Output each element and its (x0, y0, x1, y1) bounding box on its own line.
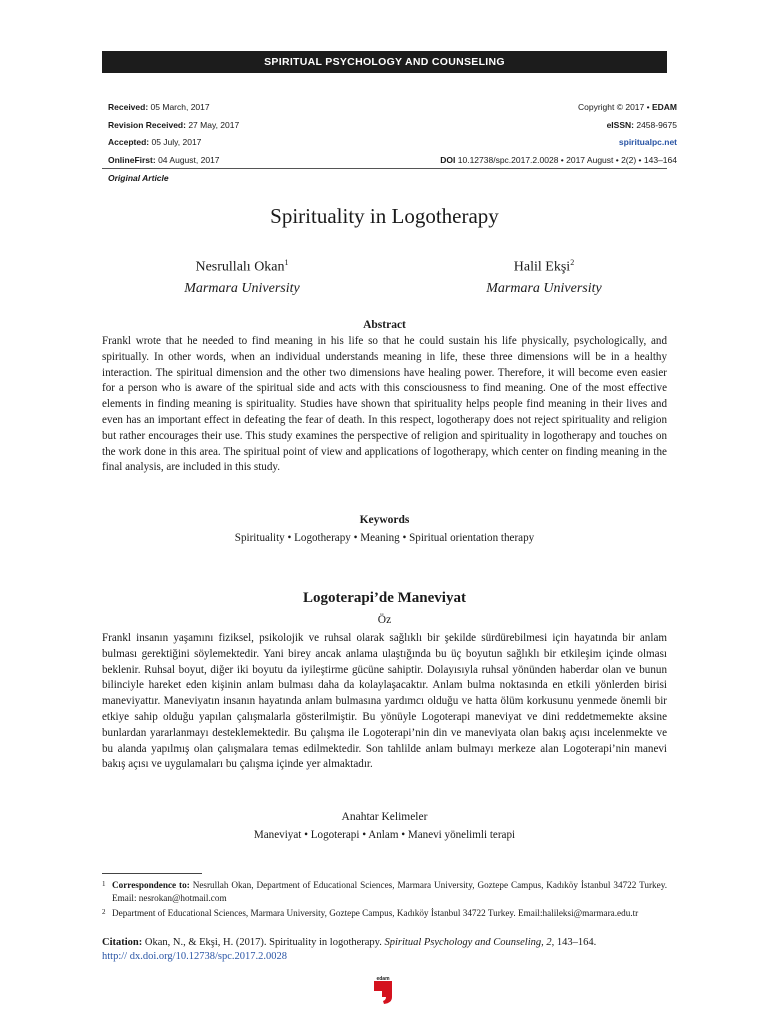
author-name: Halil Ekşi (513, 259, 571, 275)
keywords-list: Spirituality • Logotherapy • Meaning • Spiritual orientation therapy (234, 532, 535, 544)
turkish-title: Logoterapi’de Maneviyat (303, 590, 466, 606)
revision-date: Revision Received: 27 May, 2017 (108, 119, 240, 130)
author-1: Nesrullalı Okan$^1$ Marmara University (122, 252, 362, 299)
keywords-heading: Keywords (359, 514, 410, 526)
doi: DOI 10.12738/spc.2017.2.0028 • 2017 August • 2(2) • 143–164 (440, 154, 677, 165)
edam-logo (371, 975, 397, 1005)
journal-banner: SPIRITUAL PSYCHOLOGY AND COUNSELING (102, 51, 667, 73)
footnote-divider (102, 873, 202, 874)
meta-divider (102, 168, 667, 169)
article-type: Original Article (108, 173, 169, 183)
citation: Citation: Okan, N., & Ekşi, H. (2017). Spirituality in logotherapy. Spiritual Psychology and Counseling, 2, 143–164. http:// dx.doi.org/10.12738/spc.2017.2.0028 (102, 937, 597, 962)
oz-heading: Öz (377, 614, 392, 626)
author-affiliation: Marmara University (184, 280, 300, 296)
accepted-date: Accepted: 05 July, 2017 (108, 137, 202, 147)
article-title: Spirituality in Logotherapy (270, 204, 499, 228)
footnote-1: 1 Correspondence to: Nesrullah Okan, Department of Educational Sciences, Marmara University, Goztepe Campus, Kadıköy İstanbul 34722 Turkey. Email: nesrokan@hotmail.com (102, 880, 667, 903)
doi-link[interactable]: http:// dx.doi.org/10.12738/spc.2017.2.0028 (102, 951, 288, 962)
website-link[interactable]: spiritualpc.net (618, 137, 677, 147)
author-2: Halil Ekşi$^2$ Marmara University (424, 252, 664, 299)
article-metadata (108, 99, 677, 169)
eissn: eISSN: 2458-9675 (606, 119, 677, 130)
turkish-keywords-list: Maneviyat • Logoterapi • Anlam • Manevi yönelimli terapi (253, 829, 516, 841)
author-affiliation: Marmara University (486, 280, 602, 296)
copyright: Copyright © 2017 • EDAM (577, 102, 677, 112)
turkish-abstract-text: Frankl insanın yaşamını fiziksel, psikolojik ve ruhsal olarak sağlıklı bir şekilde sürdürebilmesi için hayatında bir anlam bulması gerektiğini söylemektedir. Yani birey ancak anlama ulaştığında bu üç boyutun sağlıklı bir etkileşim içinde olması beklenir. Ruhsal boyut, diğer iki boyutu da iyileştirme gücüne sahiptir. Dolayısıyla ruhsal yönünden haberdar olan ve bunun bilinciyle hareket eden kişinin anlam bulması daha da kolaylaşacaktır. Anlam bulma noktasında en etkili yönlerden birisi maneviyattır. Maneviyatın insanın hayatında anlam bulmasına yardımcı olduğu ve hatta ölüm korkusunu yenmede önemli bir etkiye sahip olduğu yapılan çalışmalarla gösterilmiştir. Bu yönüyle Logoterapi maneviyat ve dini reddetmemekte aksine bunlardan yararlanmayı desteklemektedir. Bu çalışma ile Logoterapi’nin din ve maneviyata olan bakış açısı incelenmekte ve bu alanda yapılmış olan çalışmalara temas edilmektedir. Son tahlilde anlam bulmayı merkeze alan Logoterapi’nin manevi bakış açısı ve uygulamaları bu çalışma içinde yer almaktadır. (102, 632, 667, 771)
abstract-heading: Abstract (363, 319, 406, 331)
svg-text:edam: edam (376, 976, 390, 982)
footnote-2: 2 Department of Educational Sciences, Marmara University, Goztepe Campus, Kadıköy İstanbul 34722 Turkey. Email:halileksi@marmara.edu.tr (102, 908, 639, 918)
online-date: OnlineFirst: 04 August, 2017 (108, 154, 220, 165)
abstract-text: Frankl wrote that he needed to find meaning in his life so that he could sustain his life physically, psychologically, and spiritually. In other words, when an individual understands meaning in life, these three dimensions will be in a healthy interaction. The spiritual dimension and the other two dimensions have healing power. Therefore, it will become even easier for a person who is aware of the spiritual side and acts with this consciousness to find meaning. One of the most effective elements in finding meaning is spirituality. Studies have shown that spirituality helps people find meaning in their lives and even has an important effect in defeating the fear of death. In this respect, logotherapy does not reject spirituality and religion but rather encourages their use. This study examines the perspective of religion and spirituality in logotherapy and touches on the work done in this area. The spiritual point of view and applications of logotherapy, which center on finding meaning in the final analysis, are included in this study. (102, 335, 667, 474)
author-name: Nesrullalı Okan (195, 259, 285, 275)
turkish-keywords-heading: Anahtar Kelimeler (341, 811, 428, 823)
received-date: Received: 05 March, 2017 (108, 102, 210, 112)
